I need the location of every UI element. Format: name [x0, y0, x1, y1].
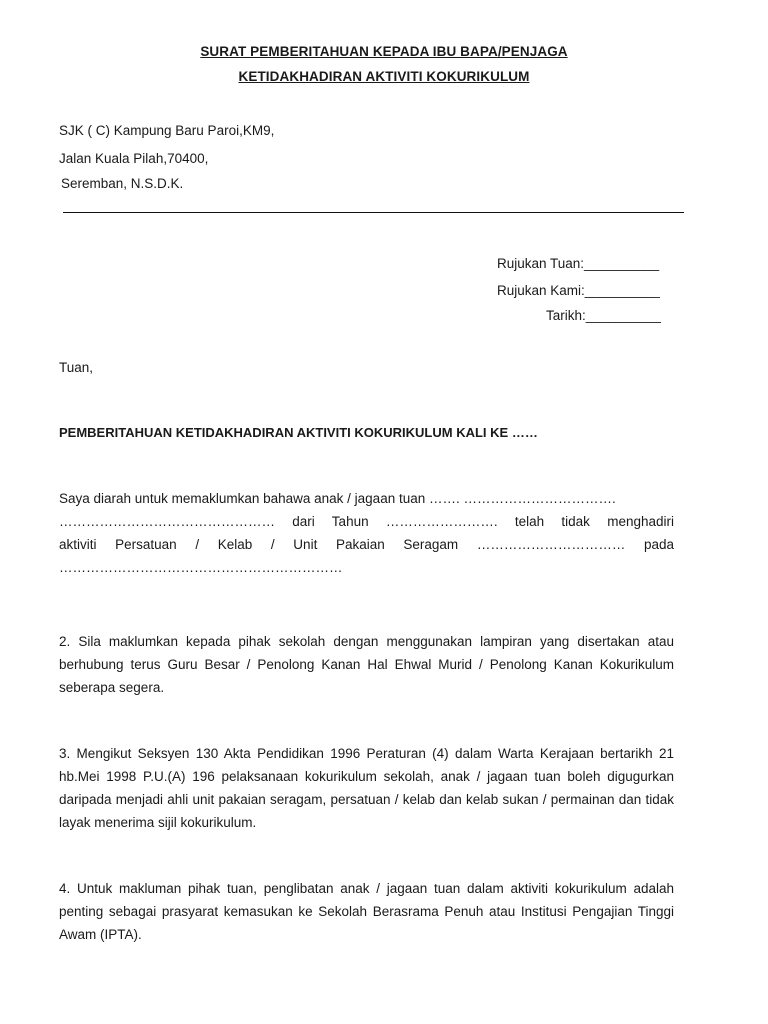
school-address-line3: Seremban, N.S.D.K.	[61, 176, 184, 191]
rujukan-kami: Rujukan Kami:__________	[497, 283, 660, 298]
tarikh: Tarikh:__________	[546, 308, 661, 323]
paragraph-1	[59, 487, 674, 579]
salutation: Tuan,	[59, 360, 94, 375]
rujukan-tuan: Rujukan Tuan:__________	[497, 256, 660, 271]
paragraph-1-line2: ………………………………………… dari Tahun ……………………. telah tidak menghadiri	[59, 514, 674, 529]
subject-line: PEMBERITAHUAN KETIDAKHADIRAN AKTIVITI KOKURIKULUM KALI KE ……	[59, 425, 538, 440]
paragraph-1-line1: Saya diarah untuk memaklumkan bahawa anak / jagaan tuan ……. …………………………….	[59, 491, 616, 506]
paragraph-1-line3: aktiviti Persatuan / Kelab / Unit Pakaian Seragam …………………………… pada	[59, 537, 674, 552]
letter-title-line1: SURAT PEMBERITAHUAN KEPADA IBU BAPA/PENJAGA	[200, 44, 568, 59]
paragraph-1-line4: ………………………………………………………	[59, 560, 343, 575]
header-divider	[63, 212, 684, 213]
paragraph-4: 4. Untuk makluman pihak tuan, penglibatan anak / jagaan tuan dalam aktiviti kokurikulum adalah penting sebagai prasyarat kemasukan ke Sekolah Berasrama Penuh atau Institusi Pengajian Tinggi Awam (IPTA).	[59, 881, 674, 942]
letter-title-line2: KETIDAKHADIRAN AKTIVITI KOKURIKULUM	[238, 69, 530, 84]
school-address-line1: SJK ( C) Kampung Baru Paroi,KM9,	[59, 123, 275, 138]
paragraph-2: 2. Sila maklumkan kepada pihak sekolah dengan menggunakan lampiran yang disertakan atau berhubung terus Guru Besar / Penolong Kanan Hal Ehwal Murid / Penolong Kanan Kokurikulum seberapa segera.	[59, 634, 674, 695]
school-address-line2: Jalan Kuala Pilah,70400,	[59, 151, 209, 166]
paragraph-3: 3. Mengikut Seksyen 130 Akta Pendidikan 1996 Peraturan (4) dalam Warta Kerajaan bertarikh 21 hb.Mei 1998 P.U.(A) 196 pelaksanaan kokurikulum sekolah, anak / jagaan tuan boleh digugurkan daripada menjadi ahli unit pakaian seragam, persatuan / kelab dan kelab sukan / permainan dan tidak layak menerima sijil kokurikulum.	[59, 746, 674, 830]
